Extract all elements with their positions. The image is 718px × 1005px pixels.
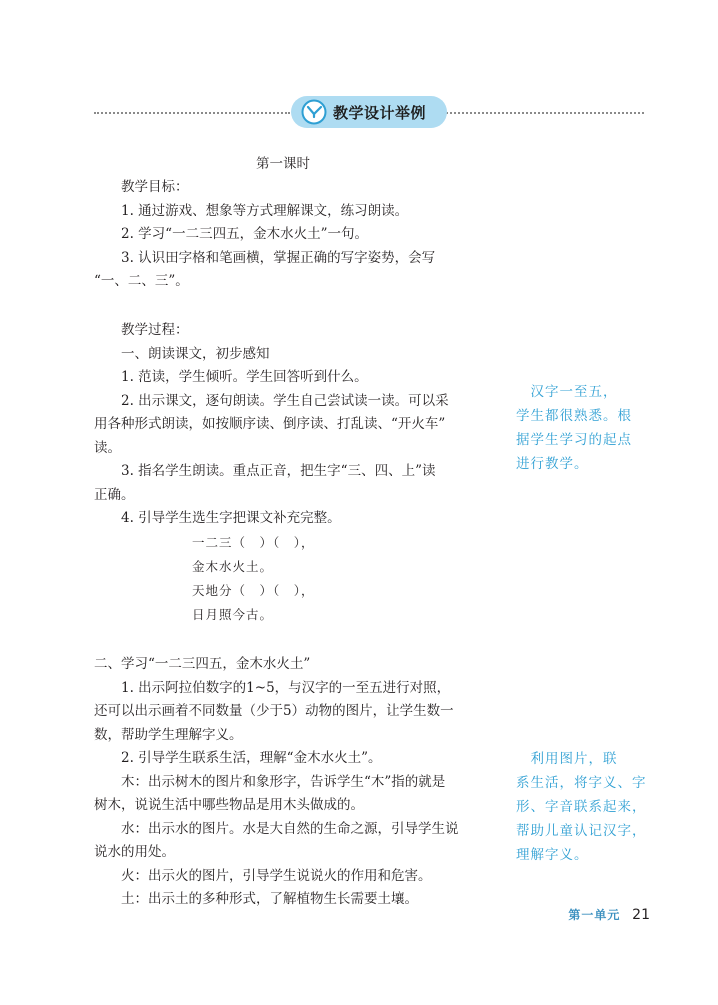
objective-item: 2. 学习“一二三四五，金木水火土”一句。	[121, 226, 368, 242]
header-divider-left	[94, 112, 290, 114]
checkmark-circle-icon	[301, 99, 327, 125]
lesson-title: 第一课时	[256, 156, 310, 172]
main-text	[94, 176, 474, 912]
side-note-line: 系生活，将字义、字	[516, 775, 647, 791]
side-note	[516, 747, 648, 867]
process-line: 木：出示树木的图片和象形字，告诉学生“木”指的就是	[121, 773, 446, 790]
header-divider-right	[446, 112, 644, 114]
side-note-line: 理解字义。	[516, 847, 589, 863]
process-line: 2. 出示课文，逐句朗读。学生自己尝试读一读。可以采	[121, 392, 449, 409]
objective-item: 3. 认识田字格和笔画横，掌握正确的写字姿势，会写	[121, 249, 436, 266]
poem-line: 日月照今古。	[192, 606, 274, 622]
side-note-line: 利用图片，联	[516, 751, 618, 767]
side-note-line: 进行教学。	[516, 456, 589, 472]
process-line: 2. 引导学生联系生活，理解“金木水火土”。	[121, 750, 382, 766]
process-line: 说水的用处。	[94, 844, 175, 860]
page-footer	[568, 906, 650, 923]
banner-title: 教学设计举例	[333, 103, 427, 122]
side-note-line: 形、字音联系起来，	[516, 799, 647, 815]
side-note-line: 学生都很熟悉。根	[516, 408, 632, 424]
process-line: 1. 出示阿拉伯数字的1~5，与汉字的一至五进行对照，	[121, 679, 451, 696]
objectives-heading: 教学目标：	[121, 179, 189, 195]
process-line: 数，帮助学生理解字义。	[94, 726, 243, 743]
side-note-line: 帮助儿童认记汉字，	[516, 823, 647, 839]
process-line: 1. 范读，学生倾听。学生回答听到什么。	[121, 369, 368, 385]
poem-exercise	[94, 531, 474, 627]
section-title: 一、朗读课文，初步感知	[121, 345, 270, 362]
side-note-line: 据学生学习的起点	[516, 432, 632, 448]
process-line: 土：出示土的多种形式，了解植物生长需要土壤。	[121, 891, 418, 907]
process-line: 树木，说说生活中哪些物品是用木头做成的。	[94, 797, 364, 813]
unit-label: 第一单元	[568, 908, 621, 922]
poem-line: 天地分（ ）（ ），	[192, 582, 315, 598]
section-banner	[291, 96, 447, 128]
process-line: 火：出示火的图片，引导学生说说火的作用和危害。	[121, 867, 432, 884]
objective-item-continued: “一、二、三”。	[94, 273, 189, 289]
section-title: 二、学习“一二三四五，金木水火土”	[94, 656, 311, 672]
page-number: 21	[632, 907, 650, 923]
side-note-line: 汉字一至五，	[516, 384, 618, 400]
process-line: 读。	[94, 439, 121, 456]
poem-line: 一二三（ ）（ ），	[192, 534, 315, 550]
process-heading: 教学过程：	[121, 322, 189, 338]
process-line: 3. 指名学生朗读。重点正音，把生字“三、四、上”读	[121, 463, 436, 479]
process-line: 用各种形式朗读，如按顺序读、倒序读、打乱读、“开火车”	[94, 416, 446, 432]
poem-line: 金木水火土。	[192, 558, 274, 574]
process-line: 还可以出示画着不同数量（少于5）动物的图片，让学生数一	[94, 703, 454, 719]
process-line: 水：出示水的图片。水是大自然的生命之源，引导学生说	[121, 820, 459, 837]
process-line: 4. 引导学生选生字把课文补充完整。	[121, 510, 341, 526]
process-line: 正确。	[94, 486, 135, 503]
objective-item: 1. 通过游戏、想象等方式理解课文，练习朗读。	[121, 202, 409, 219]
side-note	[516, 380, 648, 476]
